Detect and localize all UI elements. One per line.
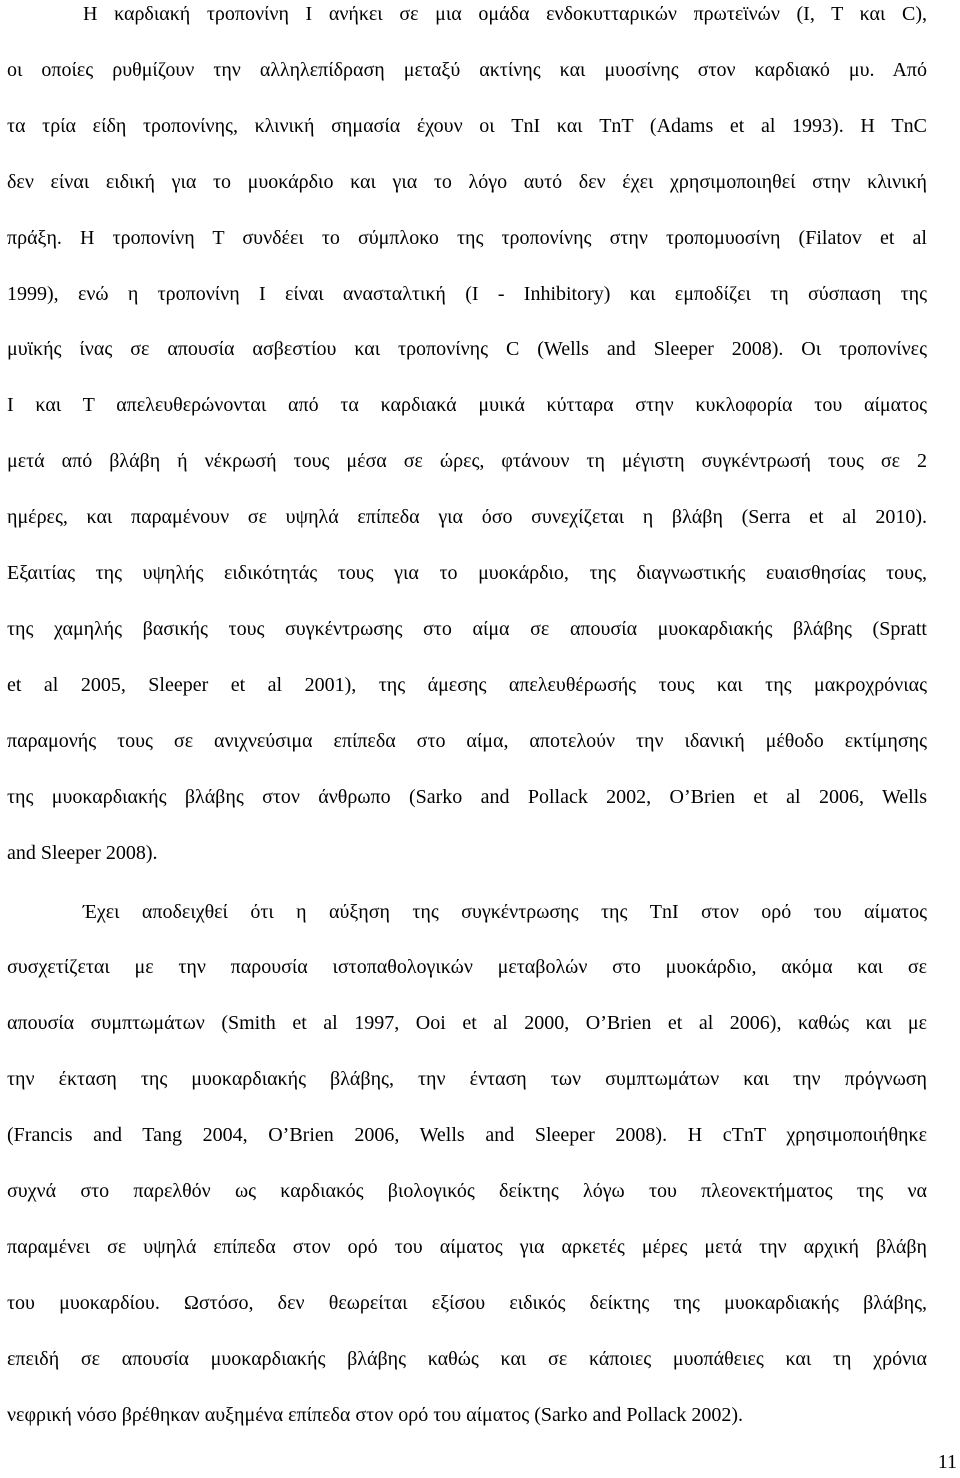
text-line: την έκταση της μυοκαρδιακής βλάβης, την ένταση των συμπτωμάτων και την πρόγνωση bbox=[7, 1068, 927, 1091]
text-line-row bbox=[7, 714, 927, 770]
document-body bbox=[7, 0, 927, 1444]
text-line-row bbox=[7, 490, 927, 546]
text-line: παραμονής τους σε ανιχνεύσιμα επίπεδα στο αίμα, αποτελούν την ιδανική μέθοδο εκτίμησης bbox=[7, 729, 927, 752]
text-line-row bbox=[7, 0, 927, 43]
text-line-row bbox=[7, 658, 927, 714]
text-line-row bbox=[7, 996, 927, 1052]
text-line-row bbox=[7, 1052, 927, 1108]
text-line-row bbox=[7, 155, 927, 211]
text-line: του μυοκαρδίου. Ωστόσο, δεν θεωρείται εξίσου ειδικός δείκτης της μυοκαρδιακής βλάβης, bbox=[7, 1291, 927, 1314]
text-line-row bbox=[7, 770, 927, 826]
text-line: μετά από βλάβη ή νέκρωσή τους μέσα σε ώρες, φτάνουν τη μέγιστη συγκέντρωσή τους σε 2 bbox=[7, 450, 927, 473]
text-line-row bbox=[7, 1164, 927, 1220]
text-line: πράξη. Η τροπονίνη Τ συνδέει το σύμπλοκο της τροπονίνης στην τροπομυοσίνη (Filatov et al bbox=[7, 226, 927, 249]
text-line: συχνά στο παρελθόν ως καρδιακός βιολογικός δείκτης λόγω του πλεονεκτήματος της να bbox=[7, 1180, 927, 1203]
text-line: απουσία συμπτωμάτων (Smith et al 1997, Ooi et al 2000, O’Brien et al 2006), καθώς και με bbox=[7, 1012, 927, 1035]
text-line: and Sleeper 2008). bbox=[7, 841, 158, 864]
text-line-row bbox=[7, 1108, 927, 1164]
text-line-row bbox=[7, 826, 927, 882]
text-line-row bbox=[7, 267, 927, 323]
text-line: μυϊκής ίνας σε απουσία ασβεστίου και τροπονίνης C (Wells and Sleeper 2008). Οι τροπονίνες bbox=[7, 338, 927, 361]
text-line: οι οποίες ρυθμίζουν την αλληλεπίδραση μεταξύ ακτίνης και μυοσίνης στον καρδιακό μυ. Από bbox=[7, 58, 927, 81]
text-line: επειδή σε απουσία μυοκαρδιακής βλάβης καθώς και σε κάποιες μυοπάθειες και τη χρόνια bbox=[7, 1347, 927, 1370]
text-line: συσχετίζεται με την παρουσία ιστοπαθολογικών μεταβολών στο μυοκάρδιο, ακόμα και σε bbox=[7, 956, 927, 979]
text-line-row bbox=[7, 1332, 927, 1388]
text-line-row bbox=[7, 546, 927, 602]
text-line-row bbox=[7, 99, 927, 155]
text-line-row bbox=[7, 322, 927, 378]
text-line: (Francis and Tang 2004, O’Brien 2006, Wells and Sleeper 2008). Η cTnT χρησιμοποιήθηκε bbox=[7, 1124, 927, 1147]
text-line-row bbox=[7, 940, 927, 996]
text-line: δεν είναι ειδική για το μυοκάρδιο και για το λόγο αυτό δεν έχει χρησιμοποιηθεί στην κλινική bbox=[7, 170, 927, 193]
text-line-row bbox=[7, 885, 927, 941]
text-line-row bbox=[7, 211, 927, 267]
paragraph-tni-evidence bbox=[7, 885, 927, 1444]
text-line: νεφρική νόσο βρέθηκαν αυξημένα επίπεδα στον ορό του αίματος (Sarko and Pollack 2002). bbox=[7, 1403, 744, 1426]
text-line: της μυοκαρδιακής βλάβης στον άνθρωπο (Sarko and Pollack 2002, O’Brien et al 2006, Wells bbox=[7, 785, 927, 808]
paragraph-troponin-intro bbox=[7, 0, 927, 882]
text-line: τα τρία είδη τροπονίνης, κλινική σημασία έχουν οι TnI και TnT (Adams et al 1993). Η TnC bbox=[7, 114, 927, 137]
text-line-row bbox=[7, 1276, 927, 1332]
text-line-row bbox=[7, 1388, 927, 1444]
text-line-row bbox=[7, 1220, 927, 1276]
text-line: Η καρδιακή τροπονίνη Ι ανήκει σε μια ομάδα ενδοκυτταρικών πρωτεϊνών (I, T και C), bbox=[83, 3, 927, 25]
text-line-row bbox=[7, 602, 927, 658]
text-line: ημέρες, και παραμένουν σε υψηλά επίπεδα για όσο συνεχίζεται η βλάβη (Serra et al 2010). bbox=[7, 506, 927, 529]
text-line-row bbox=[7, 434, 927, 490]
text-line: της χαμηλής βασικής τους συγκέντρωσης στο αίμα σε απουσία μυοκαρδιακής βλάβης (Spratt bbox=[7, 617, 927, 640]
text-line: παραμένει σε υψηλά επίπεδα στον ορό του αίματος για αρκετές μέρες μετά την αρχική βλάβη bbox=[7, 1235, 927, 1258]
text-line: Ι και Τ απελευθερώνονται από τα καρδιακά μυικά κύτταρα στην κυκλοφορία του αίματος bbox=[7, 394, 927, 417]
text-line-row bbox=[7, 378, 927, 434]
text-line: et al 2005, Sleeper et al 2001), της άμεσης απελευθέρωσής τους και της μακροχρόνιας bbox=[7, 673, 927, 696]
text-line: Έχει αποδειχθεί ότι η αύξηση της συγκέντρωσης της TnI στον ορό του αίματος bbox=[83, 900, 927, 923]
text-line-row bbox=[7, 43, 927, 99]
text-line: Εξαιτίας της υψηλής ειδικότητάς τους για το μυοκάρδιο, της διαγνωστικής ευαισθησίας τους, bbox=[7, 562, 927, 585]
page-number: 11 bbox=[937, 1451, 957, 1473]
text-line: 1999), ενώ η τροπονίνη Ι είναι ανασταλτική (I - Inhibitory) και εμποδίζει τη σύσπαση της bbox=[7, 282, 927, 305]
